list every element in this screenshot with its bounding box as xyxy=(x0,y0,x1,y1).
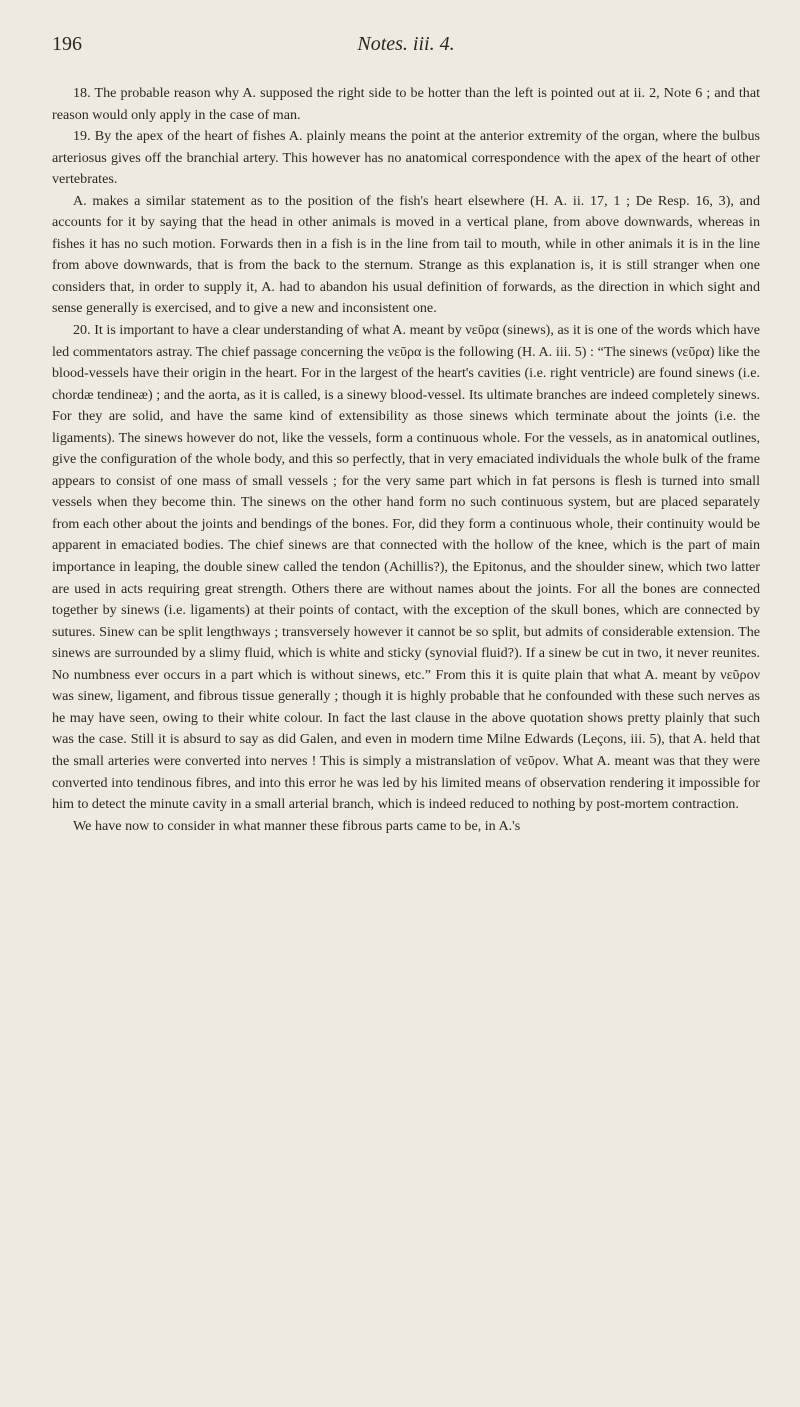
page-body xyxy=(52,83,760,837)
page-header xyxy=(52,0,760,60)
note-20: 20. It is important to have a clear understanding of what A. meant by νεῦρα (sinews), as it is one of the words which have led commentators astray. The chief passage concerning the νεῦρα is the following (H. A. iii. 5) : “The sinews (νεῦρα) like the blood-vessels have their origin in the heart. For in the largest of the heart's cavities (i.e. right ventricle) are found sinews (i.e. chordæ tendineæ) ; and the aorta, as it is called, is a sinewy blood-vessel. Its ultimate branches are indeed completely sinews. For they are solid, and have the same kind of extensibility as those sinews which terminate about the joints (i.e. the ligaments). The sinews however do not, like the vessels, form a continuous whole. For the vessels, as in anatomical outlines, give the configuration of the whole body, and this so perfectly, that in very emaciated individuals the whole bulk of the frame appears to consist of one mass of small vessels ; for the very same part which in fat persons is flesh is turned into small vessels when they become thin. The sinews on the other hand form no such continuous system, but are placed separately from each other about the joints and bendings of the bones. For, did they form a continuous whole, their continuity would be apparent in emaciated bodies. The chief sinews are that connected with the hollow of the knee, which is the part of main importance in leaping, the double sinew called the tendon (Achillis?), the Epitonus, and the shoulder sinew, which two latter are used in acts requiring great strength. Others there are without names about the joints. For all the bones are connected together by sinews (i.e. ligaments) at their points of contact, with the exception of the skull bones, which are connected by sutures. Sinew can be split lengthways ; transversely however it cannot be so split, but admits of considerable extension. The sinews are surrounded by a slimy fluid, which is white and sticky (synovial fluid?). If a sinew be cut in two, it never reunites. No numbness ever occurs in a part which is without sinews, etc.” From this it is quite plain that what A. meant by νεῦρον was sinew, ligament, and fibrous tissue generally ; though it is highly probable that he confounded with these such nerves as he may have seen, owing to their white colour. In fact the last clause in the above quotation shows pretty plainly that such was the case. Still it is absurd to say as did Galen, and even in modern time Milne Edwards (Leçons, iii. 5), that A. held that the small arteries were converted into nerves ! This is simply a mistranslation of νεῦρον. What A. meant was that they were converted into tendinous fibres, and into this error he was led by his limited means of observation rendering it impossible for him to detect the minute cavity in a small arterial branch, which is indeed reduced to nothing by post-mortem contraction. xyxy=(52,322,760,813)
note-19: 19. By the apex of the heart of fishes A. plainly means the point at the anterior extremity of the organ, where the bulbus arteriosus gives off the branchial artery. This however has no anatomical correspondence with the apex of the heart of other vertebrates. xyxy=(52,128,760,188)
page-number: 196 xyxy=(52,33,82,55)
note-19-continued: A. makes a similar statement as to the position of the fish's heart elsewhere (H. A. ii. 17, 1 ; De Resp. 16, 3), and accounts for it by saying that the head in other animals is moved in a vertical plane, from above downwards, whereas in fishes it has no such motion. Forwards then in a fish is in the line from tail to mouth, while in other animals it is in the line from above downwards, that is from the back to the sternum. Strange as this explanation is, it is still stranger when one considers that, in order to supply it, A. had to abandon his usual definition of forwards, as the direction in which sight and sense generally is exercised, and to give a new and inconsistent one. xyxy=(52,192,760,317)
note-20-continued: We have now to consider in what manner these fibrous parts came to be, in A.'s xyxy=(73,817,521,834)
note-18: 18. The probable reason why A. supposed the right side to be hotter than the left is pointed out at ii. 2, Note 6 ; and that reason would only apply in the case of man. xyxy=(52,85,760,123)
running-head: Notes. iii. 4. xyxy=(357,33,455,55)
